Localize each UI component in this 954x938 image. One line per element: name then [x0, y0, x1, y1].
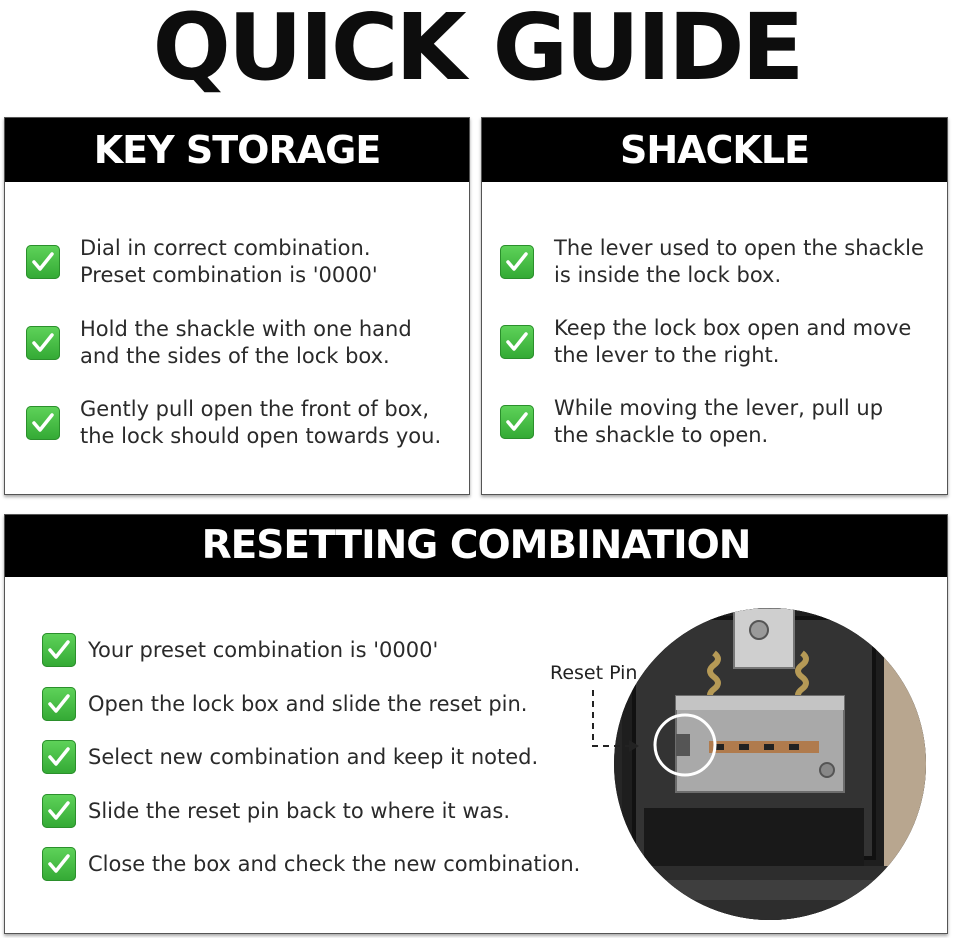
- shackle-item: [500, 315, 911, 369]
- resetting-item: [42, 740, 538, 774]
- key-storage-item: [26, 396, 441, 450]
- resetting-item: [42, 847, 580, 881]
- item-text: While moving the lever, pull up the shackle to open.: [554, 396, 884, 447]
- check-mark-icon: [42, 794, 76, 828]
- item-text: The lever used to open the shackle is inside the lock box.: [554, 236, 924, 287]
- check-mark-icon: [26, 406, 60, 440]
- item-text: Dial in correct combination. Preset combination is '0000': [80, 236, 378, 287]
- key-storage-item: [26, 235, 378, 289]
- check-mark-icon: [42, 687, 76, 721]
- check-mark-icon: [500, 405, 534, 439]
- resetting-heading: RESETTING COMBINATION: [5, 515, 947, 577]
- item-text: Open the lock box and slide the reset pin.: [88, 691, 528, 716]
- key-storage-item: [26, 316, 412, 370]
- page-title: QUICK GUIDE: [152, 0, 802, 101]
- check-mark-icon: [500, 325, 534, 359]
- resetting-item: [42, 687, 527, 721]
- lock-mechanism-photo: [614, 608, 926, 920]
- item-text: Keep the lock box open and move the lever to the right.: [554, 316, 912, 367]
- item-text: Hold the shackle with one hand and the sides of the lock box.: [80, 317, 412, 368]
- shackle-item: [500, 235, 924, 289]
- check-mark-icon: [500, 245, 534, 279]
- item-text: Close the box and check the new combination.: [88, 851, 581, 876]
- key-storage-heading: KEY STORAGE: [5, 118, 469, 182]
- item-text: Slide the reset pin back to where it was.: [88, 798, 510, 823]
- shackle-heading: SHACKLE: [482, 118, 947, 182]
- shackle-item: [500, 395, 883, 449]
- item-text: Select new combination and keep it noted.: [88, 744, 539, 769]
- check-mark-icon: [26, 245, 60, 279]
- reset-pin-pointer-arrow: [585, 688, 645, 758]
- item-text: Gently pull open the front of box, the lock should open towards you.: [80, 397, 442, 448]
- check-mark-icon: [42, 740, 76, 774]
- resetting-item: [42, 633, 438, 667]
- item-text: Your preset combination is '0000': [88, 637, 439, 662]
- check-mark-icon: [42, 847, 76, 881]
- resetting-item: [42, 794, 510, 828]
- check-mark-icon: [42, 633, 76, 667]
- check-mark-icon: [26, 326, 60, 360]
- reset-pin-label: Reset Pin: [550, 662, 638, 684]
